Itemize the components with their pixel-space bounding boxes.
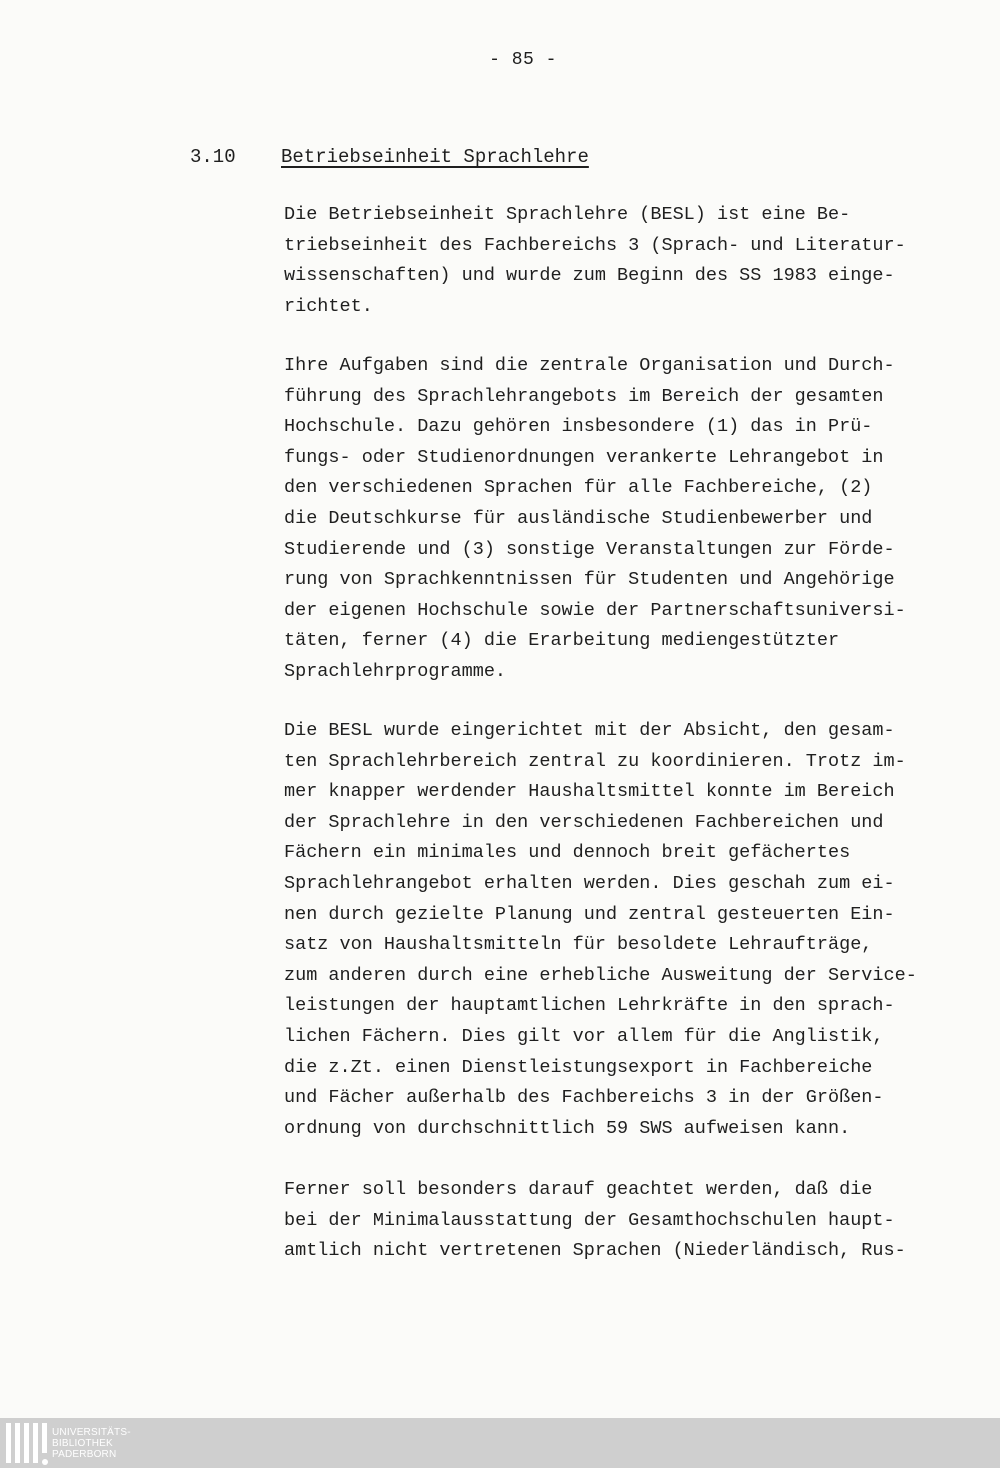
text-line: und Fächer außerhalb des Fachbereichs 3 in der Größen- (284, 1087, 884, 1109)
text-line: nen durch gezielte Planung und zentral gesteuerten Ein- (284, 903, 895, 925)
text-line: ten Sprachlehrbereich zentral zu koordinieren. Trotz im- (284, 750, 906, 772)
text-line: rung von Sprachkenntnissen für Studenten und Angehörige (284, 569, 895, 591)
text-line: Die BESL wurde eingerichtet mit der Absicht, den gesam- (284, 720, 895, 741)
logo-line: PADERBORN (52, 1448, 117, 1460)
library-logo (4, 1418, 131, 1468)
library-logo-icon (4, 1421, 48, 1465)
text-line: der Sprachlehre in den verschiedenen Fachbereichen und (284, 811, 884, 833)
text-line: lichen Fächern. Dies gilt vor allem für die Anglistik, (284, 1025, 884, 1047)
text-line: triebseinheit des Fachbereichs 3 (Sprach- und Literatur- (284, 234, 906, 256)
text-line: der eigenen Hochschule sowie der Partnerschaftsuniversi- (284, 599, 906, 621)
library-logo-text (52, 1427, 131, 1460)
logo-line: BIBLIOTHEK (52, 1437, 113, 1449)
text-line: führung des Sprachlehrangebots im Bereich der gesamten (284, 385, 884, 407)
text-line: mer knapper werdender Haushaltsmittel konnte im Bereich (284, 781, 895, 803)
paragraph-2 (284, 351, 906, 688)
text-line: leistungen der hauptamtlichen Lehrkräfte in den sprach- (284, 995, 895, 1017)
logo-line: UNIVERSITÄTS- (52, 1426, 131, 1438)
section-title: Betriebseinheit Sprachlehre (281, 146, 589, 168)
text-line: amtlich nicht vertretenen Sprachen (Niederländisch, Rus- (284, 1240, 906, 1262)
paragraph-1 (284, 200, 906, 322)
text-line: ordnung von durchschnittlich 59 SWS aufweisen kann. (284, 1117, 851, 1139)
text-line: Ferner soll besonders darauf geachtet werden, daß die (284, 1179, 873, 1200)
text-line: die z.Zt. einen Dienstleistungsexport in Fachbereiche (284, 1056, 873, 1078)
text-line: Studierende und (3) sonstige Veranstaltungen zur Förde- (284, 538, 895, 560)
section-number: 3.10 (190, 146, 236, 168)
text-line: den verschiedenen Sprachen für alle Fachbereiche, (2) (284, 477, 873, 499)
text-line: zum anderen durch eine erhebliche Ausweitung der Service- (284, 964, 917, 986)
text-line: täten, ferner (4) die Erarbeitung mediengestützter (284, 630, 840, 652)
paragraph-3 (284, 716, 917, 1144)
text-line: die Deutschkurse für ausländische Studienbewerber und (284, 507, 873, 529)
text-line: wissenschaften) und wurde zum Beginn des SS 1983 einge- (284, 265, 895, 287)
text-line: Hochschule. Dazu gehören insbesondere (1) das in Prü- (284, 416, 873, 438)
text-line: richtet. (284, 295, 373, 317)
text-line: Die Betriebseinheit Sprachlehre (BESL) ist eine Be- (284, 204, 851, 225)
text-line: Sprachlehrprogramme. (284, 660, 507, 682)
footer-bar (0, 1418, 1000, 1468)
text-line: fungs- oder Studienordnungen verankerte Lehrangebot in (284, 446, 884, 468)
text-line: Ihre Aufgaben sind die zentrale Organisation und Durch- (284, 355, 895, 376)
page-number: - 85 - (489, 50, 557, 70)
text-line: bei der Minimalausstattung der Gesamthochschulen haupt- (284, 1209, 895, 1231)
text-line: satz von Haushaltsmitteln für besoldete Lehraufträge, (284, 934, 873, 956)
text-line: Fächern ein minimales und dennoch breit gefächertes (284, 842, 851, 864)
text-line: Sprachlehrangebot erhalten werden. Dies geschah zum ei- (284, 872, 895, 894)
paragraph-4 (284, 1175, 906, 1267)
